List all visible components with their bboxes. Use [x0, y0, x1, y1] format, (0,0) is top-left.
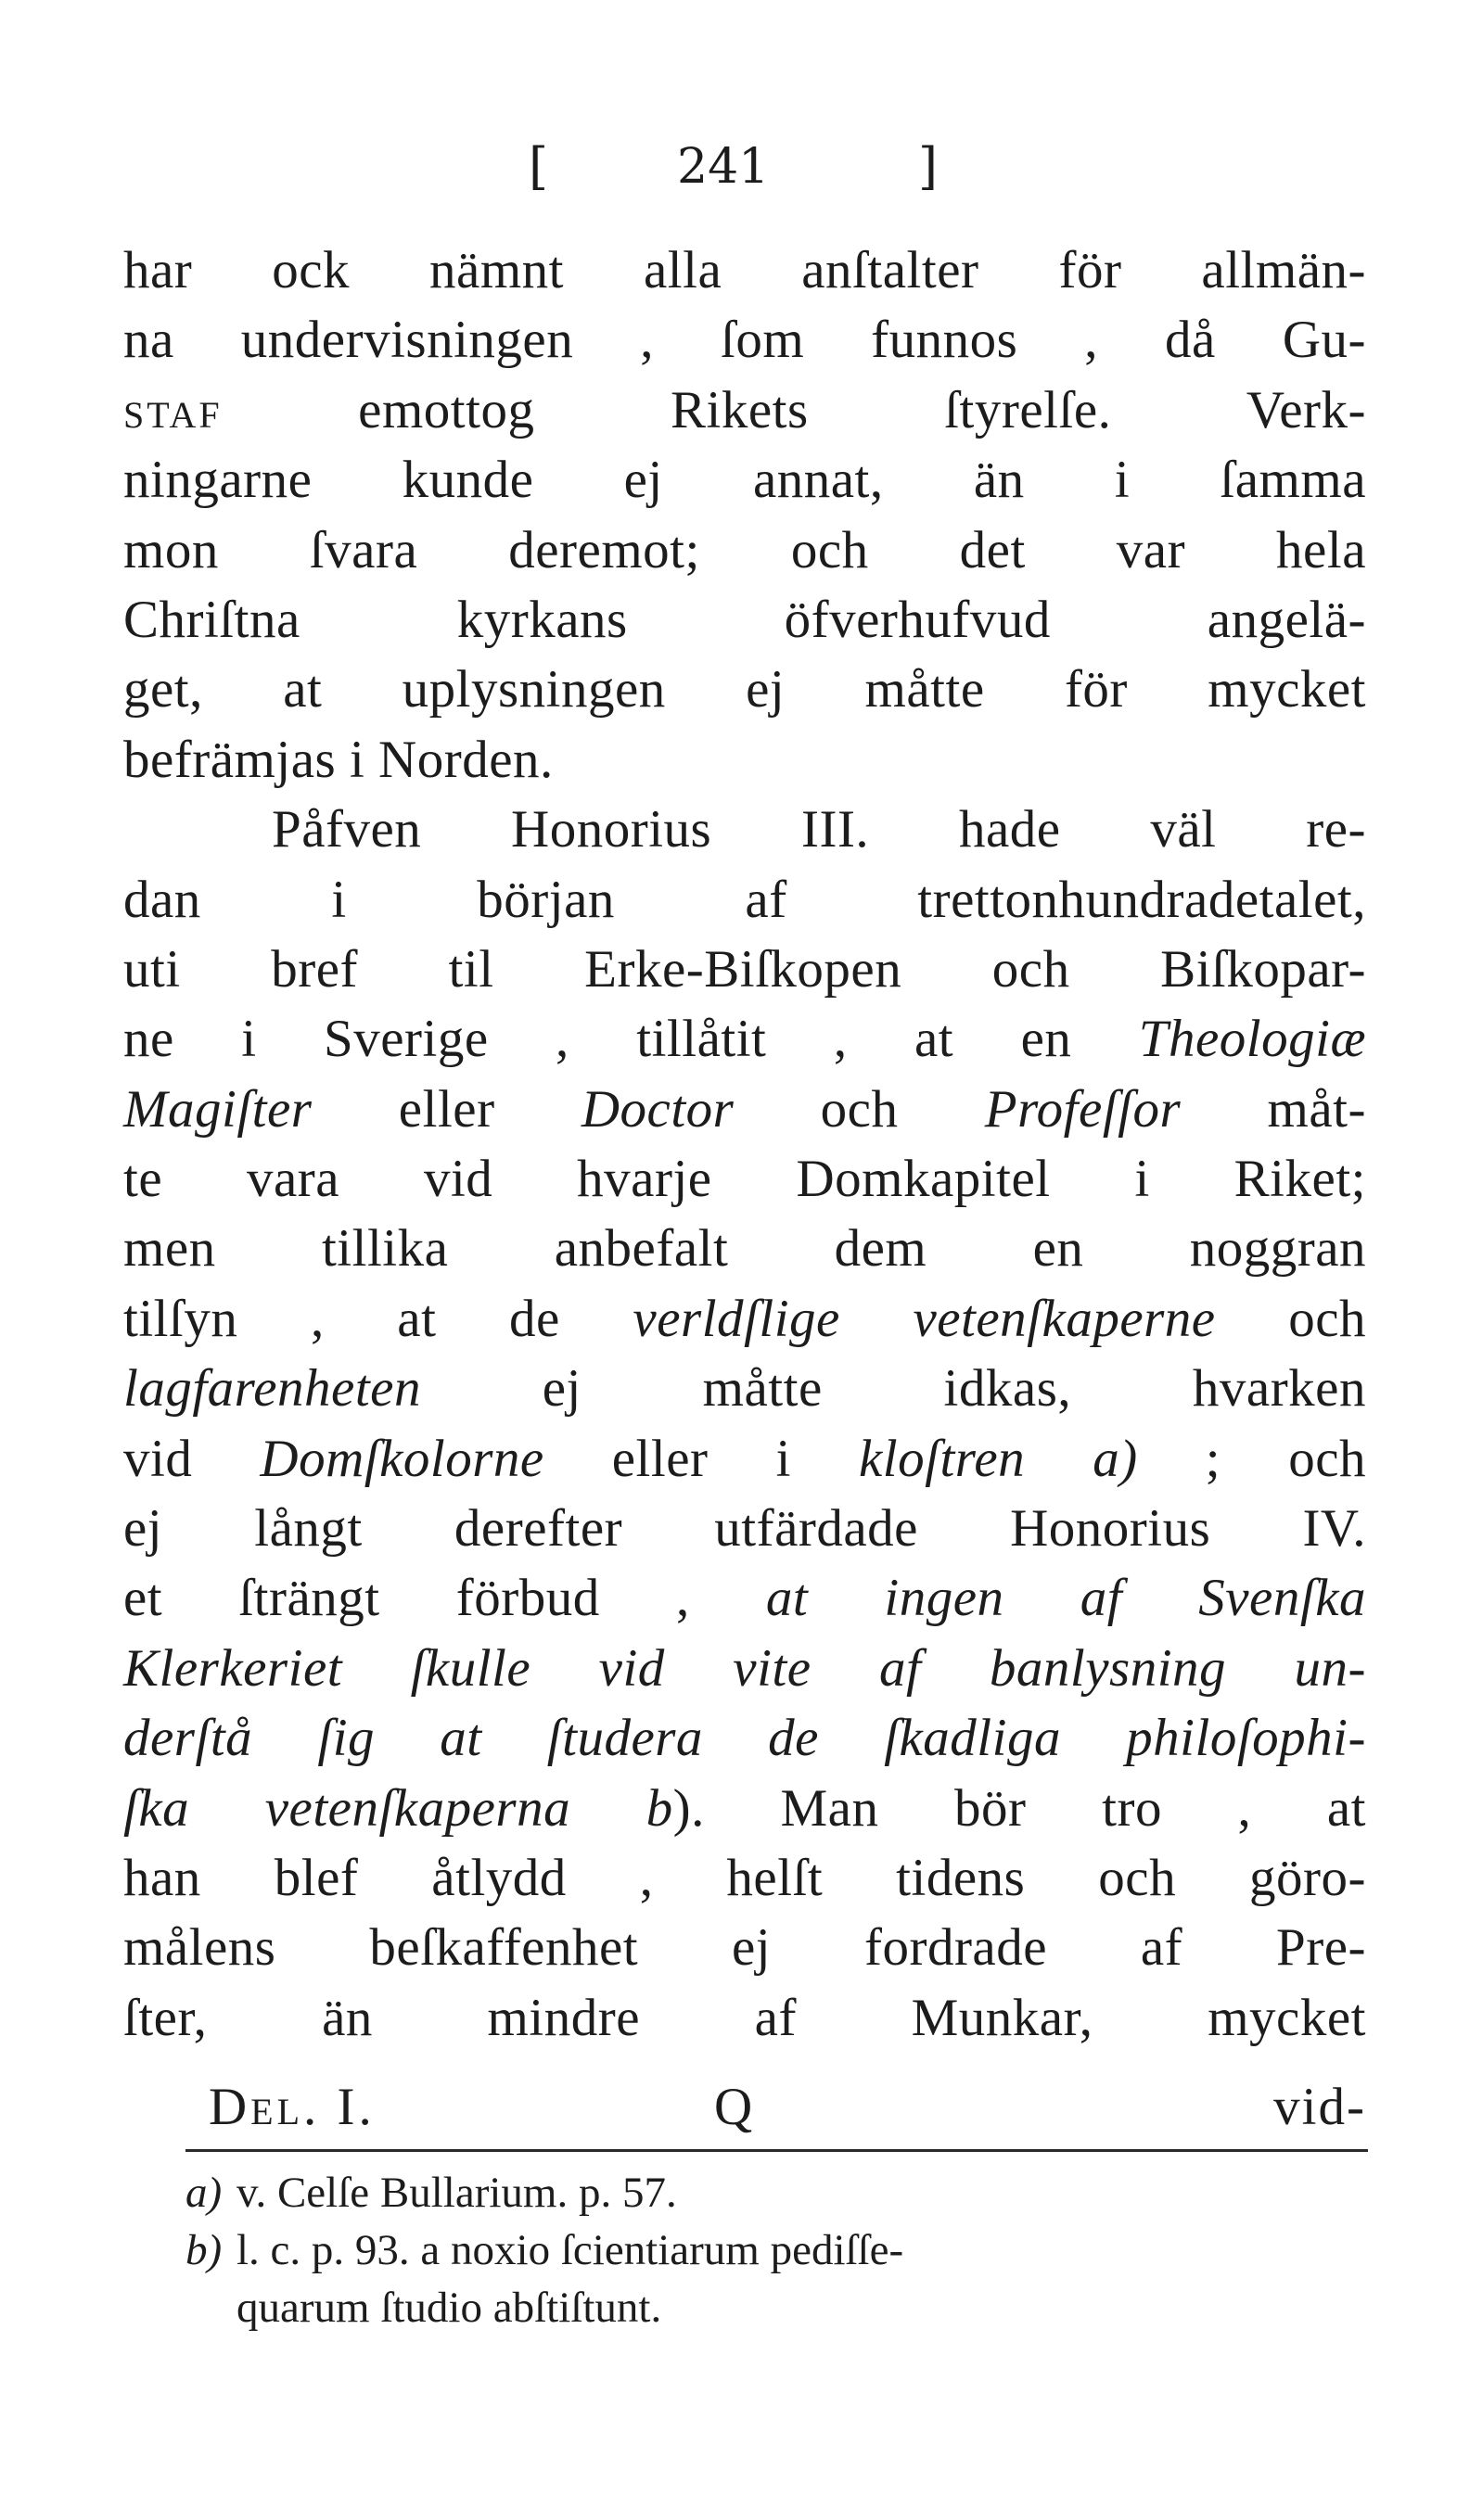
header-bracket-left: [	[529, 137, 549, 196]
text-segment: och	[734, 1079, 985, 1139]
text-line	[123, 1214, 1366, 1283]
text-line	[123, 1284, 1366, 1354]
text-line	[123, 725, 1366, 795]
text-line	[123, 235, 1366, 305]
text-line	[123, 1075, 1366, 1144]
text-segment: vid	[123, 1429, 261, 1488]
text-line	[123, 1634, 1366, 1703]
footnote-text: quarum ſtudio abſtiſtunt.	[236, 2284, 662, 2332]
italic-text: Theologiæ	[1138, 1010, 1366, 1069]
text-line	[123, 1563, 1366, 1633]
text-line	[123, 1494, 1366, 1563]
text-segment: tilſyn , at de	[123, 1289, 633, 1348]
page-number: 241	[677, 139, 770, 195]
footnote	[185, 2279, 1368, 2336]
catchword: vid-	[1273, 2078, 1366, 2136]
text-line	[123, 1983, 1366, 2053]
italic-text: Domſkolorne	[260, 1429, 544, 1488]
text-segment: Chriſtna kyrkans öfverhufvud angelä-	[123, 590, 1366, 649]
text-segment: staf	[123, 380, 223, 439]
text-segment: eller	[312, 1079, 582, 1139]
text-segment: mon ſvara deremot; och det var hela	[123, 520, 1366, 579]
footnote	[185, 2221, 1368, 2279]
text-line	[123, 1354, 1366, 1423]
text-line	[123, 1424, 1366, 1494]
text-segment: get, at uplysningen ej måtte för mycket	[123, 660, 1366, 719]
italic-text: at ingen af Svenſka	[765, 1569, 1366, 1628]
text-segment: Påfven Honorius III. hade väl re-	[272, 800, 1366, 859]
text-segment: te vara vid hvarje Domkapitel i Riket;	[123, 1150, 1366, 1209]
text-segment: har ock nämnt alla anſtalter för allmän-	[123, 241, 1366, 299]
italic-text: Magiſter	[123, 1079, 313, 1139]
text-segment: eller i	[543, 1429, 859, 1488]
text-line	[123, 445, 1366, 515]
text-line	[123, 515, 1366, 585]
signature-label: Del. I.	[209, 2078, 376, 2136]
signature-mark: Q	[714, 2078, 753, 2136]
text-segment: befrämjas i Norden.	[123, 730, 554, 789]
text-segment: målens beſkaffenhet ej fordrade af Pre-	[123, 1918, 1366, 1978]
footnote-text: v. Celſe Bullarium. p. 57.	[236, 2169, 677, 2217]
italic-text: Doctor	[581, 1079, 735, 1139]
italic-text: verldſlige vetenſkaperne	[633, 1289, 1216, 1348]
footnote-marker: a)	[185, 2169, 223, 2217]
text-segment: ningarne kunde ej annat, än i ſamma	[123, 451, 1366, 510]
text-line	[123, 865, 1366, 935]
text-segment: ej måtte idkas, hvarken	[420, 1359, 1366, 1419]
page-header	[529, 130, 955, 204]
text-line	[123, 655, 1366, 724]
footnote-marker: b)	[185, 2226, 223, 2274]
text-line	[123, 1703, 1366, 1773]
italic-text: lagfarenheten	[123, 1359, 421, 1419]
text-line	[123, 375, 1366, 445]
text-segment: ). Man bör tro , at	[672, 1778, 1366, 1838]
text-line	[123, 1774, 1366, 1843]
italic-text: Profeſſor	[984, 1079, 1182, 1139]
text-line	[123, 305, 1366, 375]
footnotes	[185, 2164, 1368, 2336]
text-segment: ; och	[1137, 1429, 1367, 1488]
text-segment: men tillika anbefalt dem en noggran	[123, 1219, 1366, 1279]
text-segment: et ſträngt förbud ,	[123, 1569, 766, 1628]
text-segment: emottog Rikets ſtyrelſe. Verk-	[222, 380, 1366, 439]
italic-text: kloſtren a)	[859, 1429, 1138, 1488]
text-segment: ej långt derefter utfärdade Honorius IV.	[123, 1499, 1366, 1559]
text-segment: ſter, än mindre af Munkar, mycket	[123, 1988, 1366, 2047]
text-segment: ne i Sverige , tillåtit , at en	[123, 1010, 1139, 1069]
body-text	[123, 235, 1366, 2053]
text-segment: dan i början af trettonhundradetalet,	[123, 870, 1366, 929]
text-segment: han blef åtlydd , helſt tidens och göro-	[123, 1848, 1366, 1907]
header-bracket-right: ]	[918, 137, 939, 196]
footnote-rule	[185, 2149, 1368, 2152]
footnote-text: l. c. p. 93. a noxio ſcientiarum pediſſe-	[236, 2226, 904, 2274]
text-segment: måt-	[1181, 1079, 1366, 1139]
footnote	[185, 2164, 1368, 2221]
text-line	[123, 1913, 1366, 1982]
text-line	[123, 585, 1366, 655]
text-segment: na undervisningen , ſom funnos , då Gu-	[123, 311, 1366, 370]
text-line	[123, 1843, 1366, 1913]
text-segment: uti bref til Erke-Biſkopen och Biſkopar-	[123, 939, 1366, 999]
text-line	[123, 1144, 1366, 1214]
signature-line	[195, 2070, 1366, 2145]
text-segment: och	[1215, 1289, 1367, 1348]
italic-text: derſtå ſig at ſtudera de ſkadliga philoſophi-	[123, 1709, 1366, 1768]
text-line	[123, 935, 1366, 1004]
italic-text: Klerkeriet ſkulle vid vite af banlysning un-	[123, 1638, 1366, 1698]
text-line	[123, 795, 1366, 864]
text-line	[123, 1004, 1366, 1074]
italic-text: ſka vetenſkaperna b	[123, 1778, 673, 1838]
